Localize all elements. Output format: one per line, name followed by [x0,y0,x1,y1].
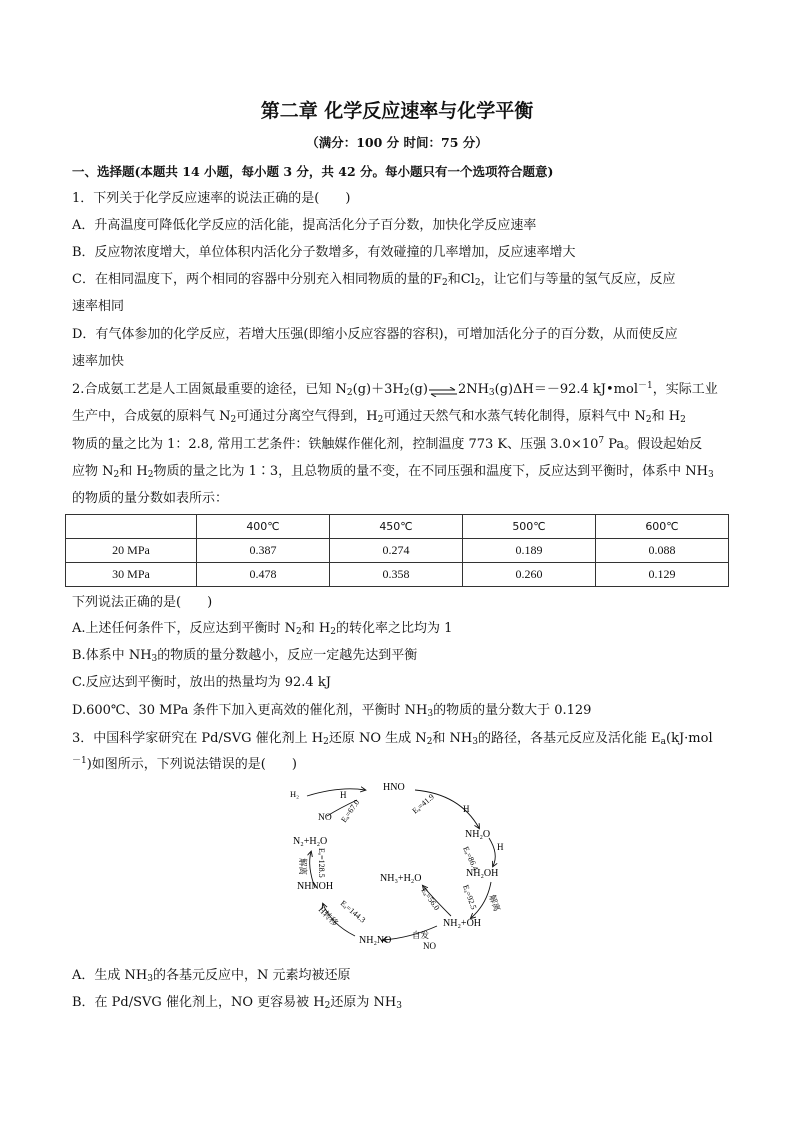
q3-option-b: B．在 Pd/SVG 催化剂上，NO 更容易被 $H_2$还原为 $NH_3$ [72,995,402,1011]
q2-option-d: D.600℃、30 MPa 条件下加入更高效的催化剂，平衡时 $NH_3$的物质的量分数大于 0.129 [72,703,592,719]
table-cell: 0.088 [596,539,729,563]
table-header-cell: 500℃ [463,515,596,539]
reaction-pathway-diagram [285,778,515,953]
q2-stem-line4: 应物 $N_2$和 $H_2$物质的量之比为 1∶3，且总物质的量不变，在不同压强和温度下，反应达到平衡时，体系中 $NH_3$ [72,464,714,480]
table-cell: 0.478 [197,563,330,587]
label-dissociation-2: 解离 [298,858,308,876]
table-header-cell: 400℃ [197,515,330,539]
q1-option-b: B．反应物浓度增大，单位体积内活化分子数增多，有效碰撞的几率增加，反应速率增大 [72,245,576,260]
q2-ask: 下列说法正确的是( ) [72,595,213,610]
q2-stem-line5: 的物质的量分数如表所示： [72,491,229,506]
table-cell: 0.387 [197,539,330,563]
arrow-h2-hno [307,789,365,796]
label-dissociation-1: 解离 [487,893,503,913]
q1-option-d: D．有气体参加的化学反应，若增大压强(即缩小反应容器的容积)，可增加活化分子的百分数，从而使反应 [72,327,678,342]
species-h2: H₂ [290,789,300,799]
table-cell: 0.189 [463,539,596,563]
table-row [66,563,729,587]
species-nhnoh: NHNOH [297,881,334,892]
q1-option-d-cont: 速率加快 [72,354,125,369]
label-spontaneous: 自发 [412,930,430,940]
q3-stem-line2: $^{-1}$)如图所示，下列说法错误的是( ) [72,756,297,772]
table-header-cell: 450℃ [330,515,463,539]
q2-option-c: C.反应达到平衡时，放出的热量均为 92.4 kJ [72,675,331,690]
q2-stem-line3: 物质的量之比为 1：2.8, 常用工艺条件：铁触媒作催化剂，控制温度 773 K、压强 $3.0\times 10^7$ Pa。假设起始反 [72,436,703,452]
species-nh3-h2o: NH₃+H₂O [380,873,422,884]
section-heading: 一、选择题(本题共 14 小题，每小题 3 分，共 42 分。每小题只有一个选项符合题意) [72,164,554,179]
q2-option-a: A.上述任何条件下，反应达到平衡时 $N_2$和 $H_2$的转化率之比均为 1 [72,621,453,637]
q1-option-c-cont: 速率相同 [72,299,125,314]
species-nh2no: NH₂NO [359,935,392,946]
table-cell: 0.260 [463,563,596,587]
table-cell: 20 MPa [66,539,197,563]
species-hno: HNO [383,782,405,793]
table-header-cell: 600℃ [596,515,729,539]
table-row [66,539,729,563]
table-cell: 0.274 [330,539,463,563]
arrow-nh2o-nh2oh [489,838,495,866]
activation-energy-6: Eₐ=144.3 [338,898,368,925]
nh3-fraction-table [65,514,729,587]
table-cell: 30 MPa [66,563,197,587]
species-no-2: NO [423,941,436,951]
table-cell: 0.358 [330,563,463,587]
species-nh2oh: NH₂OH [466,868,499,879]
label-h-3: H [497,842,504,852]
activation-energy-3: Eₐ=86.4 [461,845,481,873]
table-header-row [66,515,729,539]
species-no: NO [318,813,332,823]
activation-energy-1: Eₐ=67.0 [339,798,362,825]
score-time-info: （满分：100 分 时间：75 分） [306,135,488,150]
q3-stem-line1: 3．中国科学家研究在 Pd/SVG 催化剂上 $H_2$还原 NO 生成 $N_2$和 $NH_3$的路径，各基元反应及活化能 $E_a(kJ\cdot mol$ [72,731,713,747]
q2-stem-line1: 2.合成氨工艺是人工固氮最重要的途径，已知 $N_2(g)+3H_2(g)$ $2NH_3(g)\Delta H=-92.4$ kJ•mol$^{-1}$，实际工业 [72,381,718,398]
page-title: 第二章 化学反应速率与化学平衡 [260,100,534,122]
label-h-2: H [463,804,470,814]
activation-energy-2: Eₐ=41.9 [410,792,436,816]
q2-stem-line2: 生产中，合成氨的原料气 $N_2$可通过分离空气得到，$H_2$可通过天然气和水蒸气转化制得，原料气中 $N_2$和 $H_2$ [72,409,686,425]
equilibrium-arrow-icon [428,385,458,395]
q1-option-a: A．升高温度可降低化学反应的活化能，提高活化分子百分数，加快化学反应速率 [72,218,537,233]
q3-option-a: A．生成 $NH_3$的各基元反应中，N 元素均被还原 [72,968,351,984]
table-header-cell [66,515,197,539]
species-n2-h2o: N₂+H₂O [293,836,328,847]
q1-stem: 1．下列关于化学反应速率的说法正确的是( ) [72,191,351,206]
activation-energy-5: Eₐ=56.0 [419,885,442,913]
activation-energy-4: Eₐ=92.5 [461,883,479,911]
label-h-transfer: H转移 [316,904,341,928]
species-nh2o: NH₂O [465,829,491,840]
species-nh2-oh: NH₂+OH [443,918,482,929]
table-cell: 0.129 [596,563,729,587]
q2-option-b: B.体系中 $NH_3$的物质的量分数越小，反应一定越先达到平衡 [72,648,418,664]
label-h: H [340,790,347,800]
q1-option-c: C．在相同温度下，两个相同的容器中分别充入相同物质的量的$F_2$和$Cl_2$，让它们与等量的氢气反应，反应 [72,272,676,288]
activation-energy-7: Eₐ=128.5 [317,848,326,878]
